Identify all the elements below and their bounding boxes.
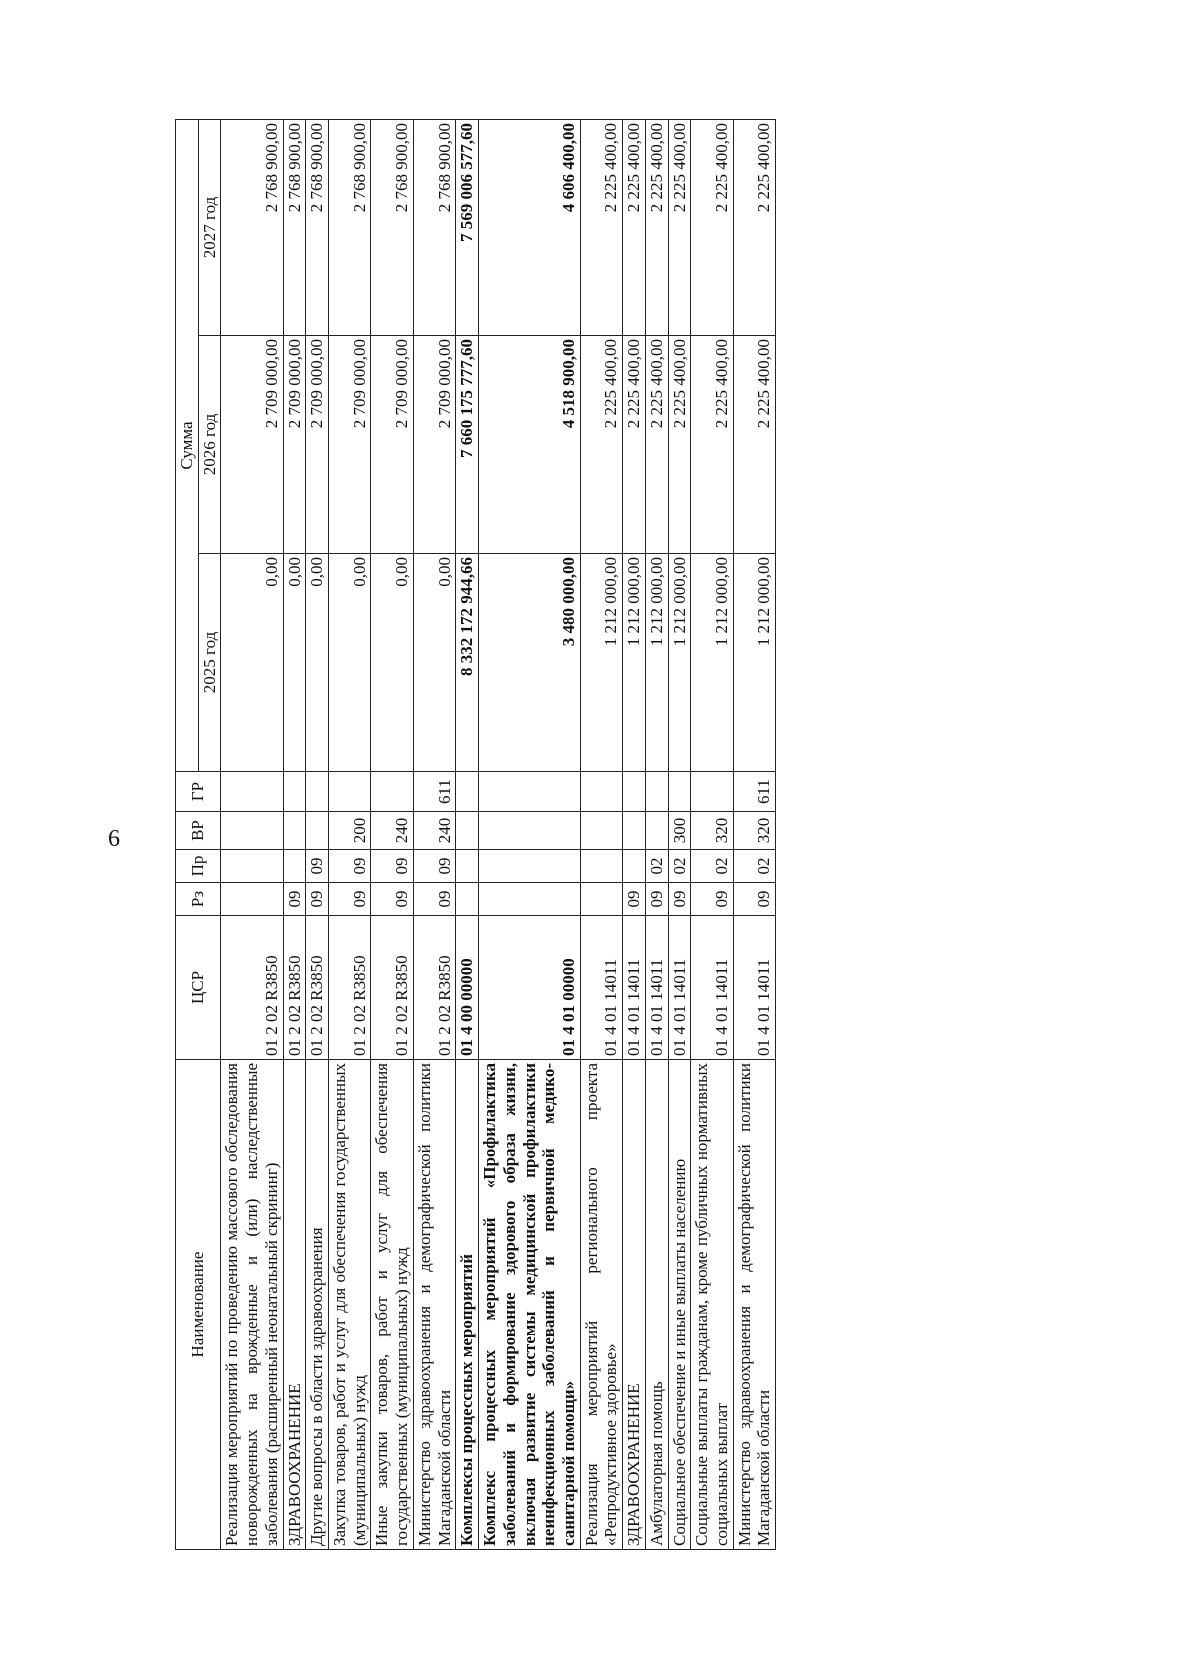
table-row: [668, 119, 691, 1549]
cell-gr: 611: [413, 772, 455, 812]
cell-vr: 320: [691, 812, 733, 850]
table-row: [691, 119, 733, 1549]
cell-2025: 1 212 000,00: [580, 554, 622, 772]
cell-2027: 2 225 400,00: [645, 119, 668, 335]
cell-2027: 2 768 900,00: [283, 119, 306, 335]
budget-table: [175, 119, 776, 1550]
cell-2026: 2 225 400,00: [668, 336, 691, 554]
cell-name: Иные закупки товаров, работ и услуг для обеспечения государственных (муниципальных) нужд: [371, 1060, 413, 1550]
cell-rz: [456, 883, 479, 916]
cell-name: Социальные выплаты гражданам, кроме публичных нормативных социальных выплат: [691, 1060, 733, 1550]
cell-rz: 09: [733, 883, 775, 916]
cell-gr: [623, 772, 646, 812]
cell-2026: 2 709 000,00: [306, 336, 329, 554]
cell-2027: 2 225 400,00: [668, 119, 691, 335]
cell-gr: 611: [733, 772, 775, 812]
header-2025: 2025 год: [198, 554, 221, 772]
cell-name: Министерство здравоохранения и демографической политики Магаданской области: [733, 1060, 775, 1550]
cell-gr: [371, 772, 413, 812]
cell-2027: 2 225 400,00: [580, 119, 622, 335]
table-row: [413, 119, 455, 1549]
cell-2026: 2 709 000,00: [413, 336, 455, 554]
cell-2026: 2 225 400,00: [733, 336, 775, 554]
cell-gr: [668, 772, 691, 812]
table-header: [176, 119, 221, 1549]
cell-gr: [329, 772, 371, 812]
cell-csr: 01 4 01 14011: [691, 916, 733, 1060]
cell-pr: [283, 850, 306, 883]
cell-pr: 02: [645, 850, 668, 883]
cell-csr: 01 4 01 00000: [479, 916, 581, 1060]
cell-vr: 300: [668, 812, 691, 850]
cell-rz: 09: [329, 883, 371, 916]
cell-rz: [221, 883, 283, 916]
cell-2026: 2 225 400,00: [645, 336, 668, 554]
cell-rz: 09: [413, 883, 455, 916]
cell-gr: [306, 772, 329, 812]
cell-2026: 2 225 400,00: [623, 336, 646, 554]
cell-2025: 8 332 172 944,66: [456, 554, 479, 772]
cell-2025: 1 212 000,00: [645, 554, 668, 772]
cell-gr: [580, 772, 622, 812]
cell-pr: 02: [733, 850, 775, 883]
cell-pr: 09: [413, 850, 455, 883]
cell-rz: [479, 883, 581, 916]
cell-vr: 200: [329, 812, 371, 850]
cell-gr: [479, 772, 581, 812]
cell-gr: [221, 772, 283, 812]
cell-vr: 240: [371, 812, 413, 850]
cell-csr: 01 4 01 14011: [668, 916, 691, 1060]
cell-pr: 02: [668, 850, 691, 883]
cell-2026: 2 709 000,00: [371, 336, 413, 554]
cell-pr: 09: [306, 850, 329, 883]
cell-vr: [623, 812, 646, 850]
cell-csr: 01 2 02 R3850: [221, 916, 283, 1060]
cell-gr: [456, 772, 479, 812]
table-row: [221, 119, 283, 1549]
cell-2025: 1 212 000,00: [623, 554, 646, 772]
cell-pr: [479, 850, 581, 883]
cell-2025: 1 212 000,00: [733, 554, 775, 772]
cell-vr: [645, 812, 668, 850]
cell-pr: 09: [329, 850, 371, 883]
table-row: [371, 119, 413, 1549]
cell-name: Реализация мероприятий по проведению массового обследования новорожденных на врожденные и (или) наследственные заболевания (расширенный неонатальный скрининг): [221, 1060, 283, 1550]
cell-csr: 01 4 00 00000: [456, 916, 479, 1060]
cell-gr: [691, 772, 733, 812]
cell-2026: 2 709 000,00: [283, 336, 306, 554]
cell-name: Министерство здравоохранения и демографической политики Магаданской области: [413, 1060, 455, 1550]
cell-vr: [283, 812, 306, 850]
header-name: Наименование: [176, 1060, 221, 1550]
cell-2027: 2 768 900,00: [329, 119, 371, 335]
cell-2026: 2 225 400,00: [580, 336, 622, 554]
header-csr: ЦСР: [176, 916, 221, 1060]
cell-csr: 01 4 01 14011: [645, 916, 668, 1060]
cell-rz: 09: [306, 883, 329, 916]
table-row: [580, 119, 622, 1549]
cell-vr: [456, 812, 479, 850]
cell-name: Реализация мероприятий регионального проекта «Репродуктивное здоровье»: [580, 1060, 622, 1550]
cell-2025: 0,00: [283, 554, 306, 772]
cell-csr: 01 4 01 14011: [733, 916, 775, 1060]
table-row: [479, 119, 581, 1549]
header-2026: 2026 год: [198, 336, 221, 554]
table-row: [456, 119, 479, 1549]
rotated-page: [175, 120, 975, 1550]
cell-csr: 01 2 02 R3850: [283, 916, 306, 1060]
cell-pr: [221, 850, 283, 883]
cell-2027: 2 225 400,00: [733, 119, 775, 335]
cell-2026: 7 660 175 777,60: [456, 336, 479, 554]
cell-2025: 3 480 000,00: [479, 554, 581, 772]
header-2027: 2027 год: [198, 119, 221, 335]
table-body: [221, 119, 776, 1549]
cell-vr: [306, 812, 329, 850]
cell-2026: 4 518 900,00: [479, 336, 581, 554]
cell-2027: 2 768 900,00: [413, 119, 455, 335]
cell-2027: 2 768 900,00: [221, 119, 283, 335]
cell-name: Социальное обеспечение и иные выплаты населению: [668, 1060, 691, 1550]
cell-gr: [645, 772, 668, 812]
header-rz: Рз: [176, 883, 221, 916]
table-row: [645, 119, 668, 1549]
cell-name: ЗДРАВООХРАНЕНИЕ: [623, 1060, 646, 1550]
cell-2025: 0,00: [371, 554, 413, 772]
cell-2025: 1 212 000,00: [668, 554, 691, 772]
document-body: [175, 120, 975, 1550]
cell-csr: 01 2 02 R3850: [329, 916, 371, 1060]
cell-2027: 2 768 900,00: [306, 119, 329, 335]
cell-rz: 09: [691, 883, 733, 916]
cell-vr: 320: [733, 812, 775, 850]
table-row: [733, 119, 775, 1549]
cell-vr: 240: [413, 812, 455, 850]
cell-pr: 09: [371, 850, 413, 883]
cell-vr: [479, 812, 581, 850]
cell-csr: 01 4 01 14011: [623, 916, 646, 1060]
header-vr: ВР: [176, 812, 221, 850]
cell-2026: 2 709 000,00: [329, 336, 371, 554]
cell-gr: [283, 772, 306, 812]
cell-csr: 01 2 02 R3850: [371, 916, 413, 1060]
cell-pr: [623, 850, 646, 883]
cell-2026: 2 225 400,00: [691, 336, 733, 554]
table-row: [623, 119, 646, 1549]
header-pr: Пр: [176, 850, 221, 883]
cell-pr: [456, 850, 479, 883]
cell-rz: 09: [668, 883, 691, 916]
cell-name: Амбулаторная помощь: [645, 1060, 668, 1550]
cell-name: Комплекс процессных мероприятий «Профилактика заболеваний и формирование здорового образа жизни, включая развитие системы медицинской профилактики неинфекционных заболеваний и первичной медико-санитарной помощи»: [479, 1060, 581, 1550]
cell-2025: 0,00: [329, 554, 371, 772]
cell-name: Другие вопросы в области здравоохранения: [306, 1060, 329, 1550]
cell-name: ЗДРАВООХРАНЕНИЕ: [283, 1060, 306, 1550]
cell-rz: 09: [645, 883, 668, 916]
cell-2025: 0,00: [306, 554, 329, 772]
cell-vr: [580, 812, 622, 850]
page-number: 6: [108, 826, 120, 852]
cell-csr: 01 2 02 R3850: [306, 916, 329, 1060]
cell-2025: 0,00: [221, 554, 283, 772]
cell-2027: 2 225 400,00: [691, 119, 733, 335]
cell-name: Закупка товаров, работ и услуг для обеспечения государственных (муниципальных) нужд: [329, 1060, 371, 1550]
cell-2026: 2 709 000,00: [221, 336, 283, 554]
cell-2025: 0,00: [413, 554, 455, 772]
cell-2027: 7 569 006 577,60: [456, 119, 479, 335]
cell-2027: 2 225 400,00: [623, 119, 646, 335]
header-sum: Сумма: [176, 119, 199, 771]
cell-2027: 4 606 400,00: [479, 119, 581, 335]
cell-pr: [580, 850, 622, 883]
cell-csr: 01 4 01 14011: [580, 916, 622, 1060]
cell-2027: 2 768 900,00: [371, 119, 413, 335]
cell-2025: 1 212 000,00: [691, 554, 733, 772]
cell-name: Комплексы процессных мероприятий: [456, 1060, 479, 1550]
table-row: [306, 119, 329, 1549]
cell-vr: [221, 812, 283, 850]
table-row: [329, 119, 371, 1549]
header-gr: ГР: [176, 772, 221, 812]
cell-pr: 02: [691, 850, 733, 883]
cell-rz: [580, 883, 622, 916]
table-row: [283, 119, 306, 1549]
cell-csr: 01 2 02 R3850: [413, 916, 455, 1060]
cell-rz: 09: [283, 883, 306, 916]
cell-rz: 09: [371, 883, 413, 916]
cell-rz: 09: [623, 883, 646, 916]
